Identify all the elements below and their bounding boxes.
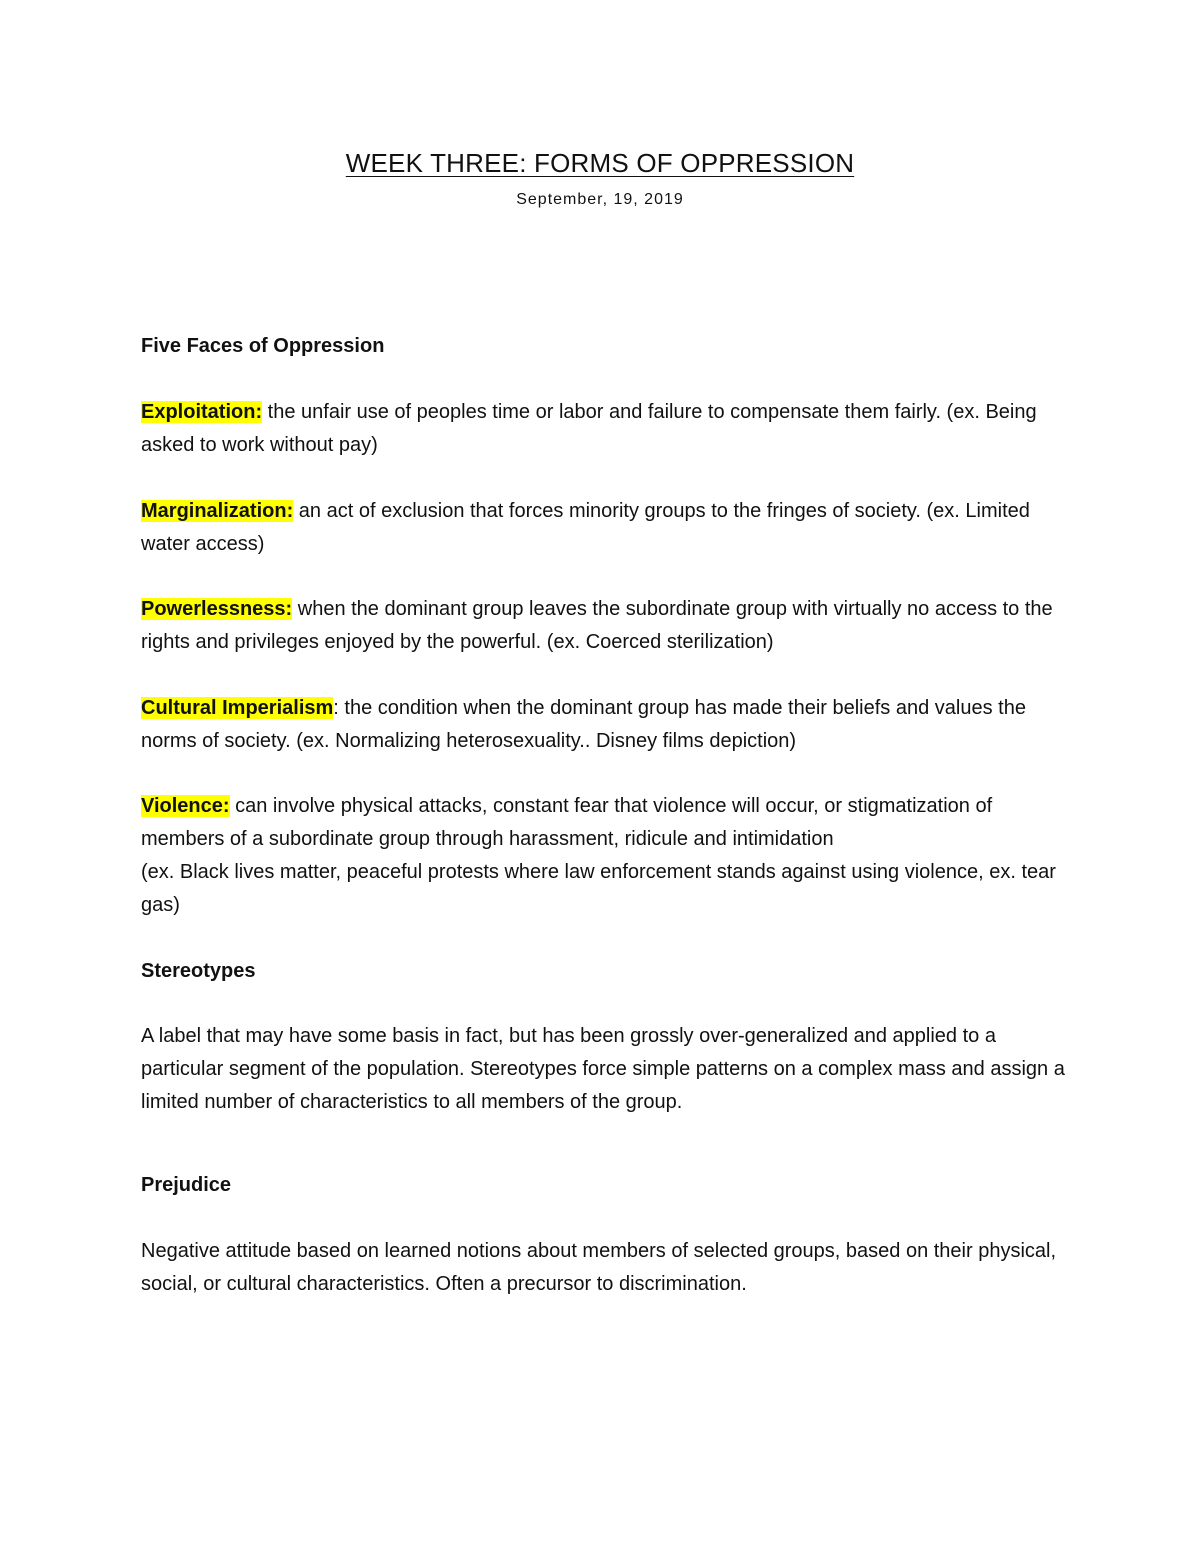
definition-exploitation [141,396,1071,462]
section-heading: Stereotypes [141,960,256,982]
definition-paragraph [141,692,1071,758]
definition-paragraph [141,396,1071,462]
definition-paragraph [141,495,1071,561]
term-highlight: Cultural Imperialism [141,697,334,719]
definition-paragraph [141,790,1071,856]
term-highlight: Powerlessness: [141,598,293,620]
definition-paragraph [141,593,1071,659]
term-highlight: Exploitation: [141,401,263,423]
section-heading: Prejudice [141,1174,232,1196]
prejudice-heading [141,1169,1071,1202]
document-date: September, 19, 2019 [516,191,684,208]
definition-text: the unfair use of peoples time or labor and failure to compensate them fairly. (ex. Being asked to work without pay) [141,401,1037,456]
body-paragraph: A label that may have some basis in fact, but has been grossly over-generalized and applied to a particular segment of the population. Stereotypes force simple patterns on a complex mass and assign a limited number of characteristics to all members of the group. [141,1025,1065,1113]
definition-marginalization [141,495,1071,561]
prejudice-body [141,1235,1071,1301]
definition-powerlessness [141,593,1071,659]
definition-text: : the condition when the dominant group has made their beliefs and values the norms of society. (ex. Normalizing heterosexuality.. Disney films depiction) [141,697,1026,752]
stereotypes-body [141,1020,1071,1119]
body-paragraph: Negative attitude based on learned notions about members of selected groups, based on their physical, social, or cultural characteristics. Often a precursor to discrimination. [141,1240,1057,1295]
definition-text: an act of exclusion that forces minority groups to the fringes of society. (ex. Limited water access) [141,500,1030,555]
definition-text: when the dominant group leaves the subordinate group with virtually no access to the rights and privileges enjoyed by the powerful. (ex. Coerced sterilization) [141,598,1053,653]
example-text: (ex. Black lives matter, peaceful protests where law enforcement stands against using violence, ex. tear gas) [141,861,1056,916]
document-title: WEEK THREE: FORMS OF OPPRESSION [345,148,855,178]
section-heading: Five Faces of Oppression [141,335,385,357]
definition-violence [141,790,1071,922]
definition-text: can involve physical attacks, constant fear that violence will occur, or stigmatization of members of a subordinate group through harassment, ridicule and intimidation [141,795,993,850]
term-highlight: Violence: [141,795,230,817]
definition-cultural-imperialism [141,692,1071,758]
term-highlight: Marginalization: [141,500,294,522]
five-faces-heading [141,330,1071,363]
stereotypes-heading [141,955,1071,988]
